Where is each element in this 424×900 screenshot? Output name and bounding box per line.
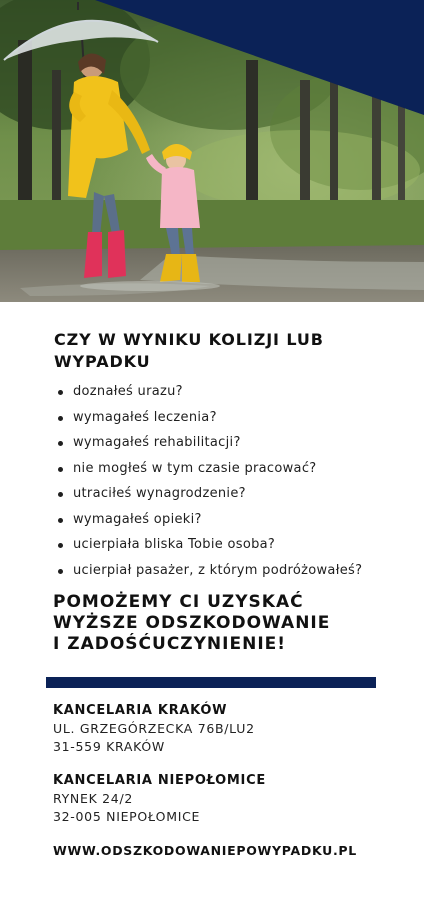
office-street: RYNEK 24/2	[53, 791, 134, 806]
call-to-action	[53, 592, 393, 655]
cta-line: WYŻSZE ODSZKODOWANIE	[53, 613, 331, 633]
office-krakow	[53, 702, 383, 756]
list-item: utraciłeś wynagrodzenie?	[56, 481, 416, 507]
list-item: ucierpiała bliska Tobie osoba?	[56, 532, 416, 558]
office-niepolomice	[53, 772, 383, 826]
questions-list	[56, 379, 416, 583]
office-street: UL. GRZEGÓRZECKA 76B/LU2	[53, 721, 255, 736]
list-item: nie mogłeś w tym czasie pracować?	[56, 456, 416, 482]
office-city: 31-559 KRAKÓW	[53, 739, 165, 754]
hero-illustration	[0, 0, 424, 302]
page-heading: CZY W WYNIKU KOLIZJI LUB WYPADKU	[54, 330, 324, 371]
list-item: doznałeś urazu?	[56, 379, 416, 405]
office-title: KANCELARIA NIEPOŁOMICE	[53, 773, 266, 788]
cta-line: I ZADOŚĆUCZYNIENIE!	[53, 634, 287, 654]
list-item: ucierpiał pasażer, z którym podróżowałeś?	[56, 558, 416, 584]
list-item: wymagałeś leczenia?	[56, 405, 416, 431]
office-title: KANCELARIA KRAKÓW	[53, 703, 228, 718]
hero-photo	[0, 0, 424, 302]
divider-bar	[46, 677, 376, 688]
list-item: wymagałeś opieki?	[56, 507, 416, 533]
list-item: wymagałeś rehabilitacji?	[56, 430, 416, 456]
content-panel	[0, 302, 424, 900]
cta-line: POMOŻEMY CI UZYSKAĆ	[53, 592, 304, 612]
website-link[interactable]: WWW.ODSZKODOWANIEPOWYPADKU.PL	[53, 843, 357, 858]
office-city: 32-005 NIEPOŁOMICE	[53, 809, 201, 824]
